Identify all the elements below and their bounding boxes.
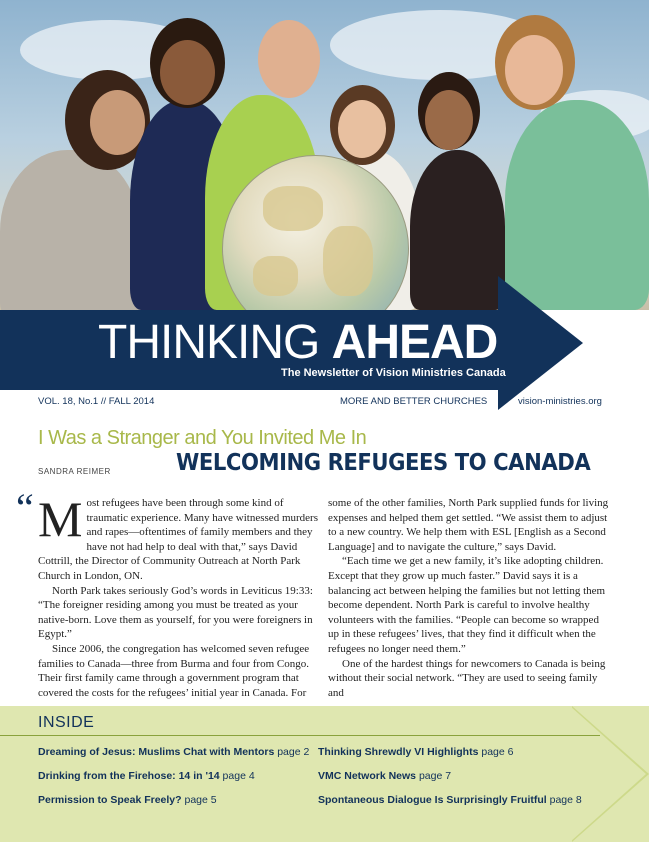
article-headline: WELCOMING REFUGEES TO CANADA: [176, 450, 591, 476]
paragraph: Since 2006, the congregation has welcomed seven refugee families to Canada—three from Burma and four from Congo. Their first family came through a government program that covered the costs for the refugees’ initial year in Canada. For: [38, 642, 310, 699]
tagline: MORE AND BETTER CHURCHES: [340, 396, 488, 407]
paragraph: One of the hardest things for newcomers to Canada is being without their social network. “They are used to seeing family and: [328, 657, 606, 699]
toc-item-title: VMC Network News: [318, 770, 417, 782]
toc-item[interactable]: [318, 746, 513, 758]
toc-item-page: page 5: [184, 794, 217, 806]
title-bold: AHEAD: [331, 316, 498, 369]
drop-cap: M: [38, 491, 83, 547]
toc-item[interactable]: [318, 770, 451, 782]
toc-item-title: Dreaming of Jesus: Muslims Chat with Mentors: [38, 746, 275, 758]
masthead-arrow: [498, 276, 583, 410]
inside-divider: [0, 735, 600, 736]
toc-item-page: page 2: [277, 746, 310, 758]
toc-item[interactable]: [38, 770, 255, 782]
toc-item-title: Permission to Speak Freely?: [38, 794, 182, 806]
newsletter-subtitle: The Newsletter of Vision Ministries Canada: [281, 367, 506, 379]
article-column-2: [328, 496, 612, 700]
website-link[interactable]: vision-ministries.org: [518, 396, 602, 407]
cover-photo: [0, 0, 649, 310]
paragraph-text: ost refugees have been through some kind of traumatic experience. Many have witnessed murders and rapes—oftentimes of family members and they have not had help to deal with that,” says David Cottrill, the Director of Community Outreach at North Park Church in London, ON.: [38, 497, 318, 582]
paragraph: some of the other families, North Park supplied funds for living expenses and helped them get settled. “We assist them to adjust to a new country. We help them with ESL [English as a Second Language] and to navigate the culture,” says David.: [328, 497, 609, 553]
toc-item-title: Thinking Shrewdly VI Highlights: [318, 746, 479, 758]
article-kicker: I Was a Stranger and You Invited Me In: [38, 427, 367, 449]
article-column-1: [38, 491, 322, 700]
paragraph: “Each time we get a new family, it’s like adopting children. Except that they grow up much faster.” David says it is a balancing act between helping the families but not letting them become dependent. North Park is careful to involve healthy volunteers with the families. “People can become so wrapped up in these refugees’ lives, that they find it difficult when the refugees no longer need them.”: [328, 555, 606, 655]
inside-arrow: [570, 706, 646, 842]
toc-item[interactable]: [318, 794, 582, 806]
paragraph: [38, 491, 322, 584]
toc-item-page: page 7: [418, 770, 452, 782]
toc-item-title: Drinking from the Firehose: 14 in '14: [38, 770, 220, 782]
toc-item-page: page 4: [222, 770, 255, 782]
toc-item-title: Spontaneous Dialogue Is Surprisingly Fruitful: [318, 794, 547, 806]
paragraph: North Park takes seriously God’s words in Leviticus 19:33: “The foreigner residing among you must be treated as your native-born. Love them as yourself, for you were foreigners in Egypt.”: [38, 584, 313, 641]
toc-item[interactable]: [38, 794, 217, 806]
inside-title: INSIDE: [38, 714, 95, 731]
newsletter-title: [98, 318, 497, 368]
title-light: THINKING: [98, 316, 332, 369]
open-quote-mark: “: [16, 485, 34, 530]
toc-item-page: page 8: [549, 794, 582, 806]
byline: SANDRA REIMER: [38, 467, 111, 476]
toc-item[interactable]: [38, 746, 309, 758]
issue-info: VOL. 18, No.1 // FALL 2014: [38, 396, 155, 407]
toc-item-page: page 6: [481, 746, 514, 758]
